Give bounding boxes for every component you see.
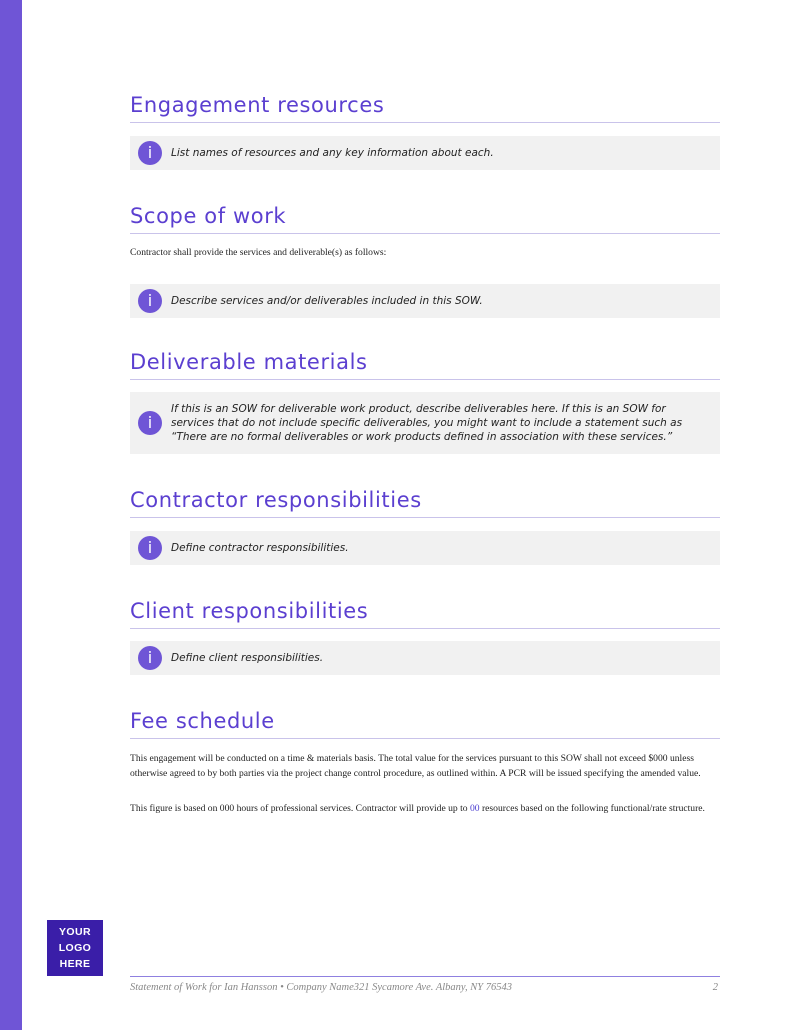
logo-text: YOUR (59, 926, 91, 938)
section-engagement-resources (130, 92, 720, 170)
instruction-note (130, 284, 720, 318)
note-text: Define contractor responsibilities. (171, 542, 349, 554)
section-scope-of-work (130, 203, 720, 318)
info-icon: i (138, 646, 162, 670)
section-heading: Client responsibilities (130, 598, 720, 629)
info-icon: i (138, 141, 162, 165)
body-paragraph (130, 801, 720, 816)
section-heading: Contractor responsibilities (130, 487, 720, 518)
section-heading: Fee schedule (130, 708, 720, 739)
info-icon: i (138, 411, 162, 435)
section-heading: Scope of work (130, 203, 720, 234)
paragraph-text: resources based on the following functional/rate structure. (479, 803, 705, 814)
body-paragraph: This engagement will be conducted on a time & materials basis. The total value for the services pursuant to this SOW shall not exceed $000 unless otherwise agreed to by both parties via the project change control procedure, as outlined within. A PCR will be issued specifying the amended value. (130, 753, 701, 779)
note-text: List names of resources and any key information about each. (171, 147, 494, 159)
section-heading: Deliverable materials (130, 349, 720, 380)
body-paragraph: Contractor shall provide the services and deliverable(s) as follows: (130, 247, 387, 258)
instruction-note (130, 136, 720, 170)
logo-placeholder (47, 920, 103, 976)
side-accent-bar (0, 0, 22, 1030)
paragraph-text: This figure is based on 000 hours of professional services. Contractor will provide up to (130, 803, 470, 814)
page-footer (130, 976, 720, 993)
instruction-note (130, 641, 720, 675)
logo-text: HERE (59, 958, 91, 970)
section-fee-schedule (130, 708, 720, 816)
page-number: 2 (712, 982, 718, 993)
note-text: Define client responsibilities. (171, 652, 324, 664)
section-heading: Engagement resources (130, 92, 720, 123)
info-icon: i (138, 536, 162, 560)
placeholder-number: 00 (469, 803, 480, 814)
footer-text: Statement of Work for Ian Hansson • Company Name321 Sycamore Ave. Albany, NY 76543 (130, 982, 512, 993)
section-contractor-responsibilities (130, 487, 720, 565)
section-deliverable-materials (130, 349, 720, 454)
instruction-note (130, 392, 720, 454)
note-text: If this is an SOW for deliverable work product, describe deliverables here. If this is an SOW for services that do not include specific deliverables, you might want to include a statement such as “There are no formal deliverables or work products defined in association with these services.” (171, 403, 683, 443)
note-text: Describe services and/or deliverables included in this SOW. (171, 295, 483, 307)
logo-text: LOGO (58, 942, 92, 954)
instruction-note (130, 531, 720, 565)
info-icon: i (138, 289, 162, 313)
section-client-responsibilities (130, 598, 720, 675)
